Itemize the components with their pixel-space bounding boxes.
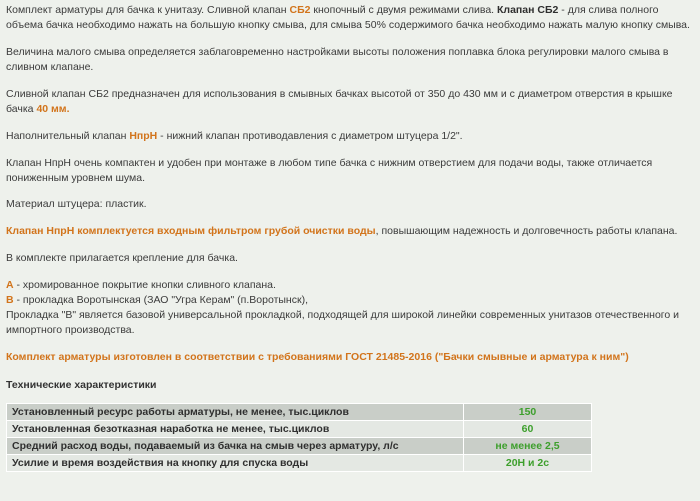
option-b-note: Прокладка "В" является базовой универсальной прокладкой, подходящей для широкой линейки современных унитазов отечественного и импортного производства. [6, 309, 680, 336]
gost-paragraph: Комплект арматуры изготовлен в соответствии с требованиями ГОСТ 21485-2016 ("Бачки смывные и арматура к ним") [6, 351, 629, 363]
option-a-letter: А [6, 279, 14, 291]
filter-text: , повышающим надежность и долговечность работы клапана. [375, 225, 678, 237]
intro-paragraph [6, 3, 692, 33]
spec-value: 20Н и 2с [464, 455, 592, 472]
table-row [7, 404, 592, 421]
sb2-highlight: СБ2 [289, 4, 311, 16]
diameter-highlight: 40 мм. [36, 103, 70, 115]
compact-paragraph: Клапан НпрН очень компактен и удобен при монтаже в любом типе бачка с нижним отверстием для подачи воды, также отличается пониженным уровнем шума. [6, 157, 653, 184]
table-row [7, 421, 592, 438]
filter-highlight: Клапан НпрН комплектуется входным фильтром грубой очистки воды [6, 225, 376, 237]
specs-table [6, 403, 592, 472]
small-flush-paragraph: Величина малого смыва определяется заблаговременно настройками высоты положения поплавка блока регулировки малого смыва в сливном клапане. [6, 46, 669, 73]
spec-label: Установленная безотказная наработка не менее, тыс.циклов [7, 421, 464, 438]
intro-text-3: - для слива полного объема бачка необходимо нажать на большую кнопку смыва, для смыва 50% содержимого бачка необходимо нажать малую кнопку смыва. [6, 4, 690, 31]
options-paragraph [6, 278, 692, 338]
spec-label: Установленный ресурс работы арматуры, не менее, тыс.циклов [7, 404, 464, 421]
drain-valve-text: Сливной клапан СБ2 предназначен для использования в смывных бачках высотой от 350 до 430 мм и с диаметром отверстия в крышке бачка [6, 88, 673, 115]
intro-text-2: кнопочный с двумя режимами слива. [310, 4, 498, 16]
fill-valve-text-1: Наполнительный клапан [6, 130, 130, 142]
spec-value: 150 [464, 404, 592, 421]
filter-paragraph [6, 224, 692, 239]
table-row [7, 455, 592, 472]
option-a-text: - хромированное покрытие кнопки сливного клапана. [13, 279, 276, 291]
mounting-paragraph: В комплекте прилагается крепление для бачка. [6, 252, 238, 264]
specs-heading: Технические характеристики [6, 379, 157, 391]
fill-valve-text-2: - нижний клапан противодавления с диаметром штуцера 1/2". [157, 130, 463, 142]
drain-valve-paragraph [6, 87, 692, 117]
nprn-highlight: НпрН [129, 130, 158, 142]
spec-value: не менее 2,5 [464, 438, 592, 455]
spec-label: Усилие и время воздействия на кнопку для спуска воды [7, 455, 464, 472]
klapan-sb2-bold: Клапан СБ2 [497, 4, 559, 16]
spec-label: Средний расход воды, подаваемый из бачка на смыв через арматуру, л/с [7, 438, 464, 455]
spec-value: 60 [464, 421, 592, 438]
option-b-letter: В [6, 294, 14, 306]
material-paragraph: Материал штуцера: пластик. [6, 198, 147, 210]
table-row [7, 438, 592, 455]
fill-valve-paragraph [6, 129, 692, 144]
intro-text-1: Комплект арматуры для бачка к унитазу. Сливной клапан [6, 4, 290, 16]
option-b-text: - прокладка Воротынская (ЗАО "Угра Керам" (п.Воротынск), [13, 294, 308, 306]
